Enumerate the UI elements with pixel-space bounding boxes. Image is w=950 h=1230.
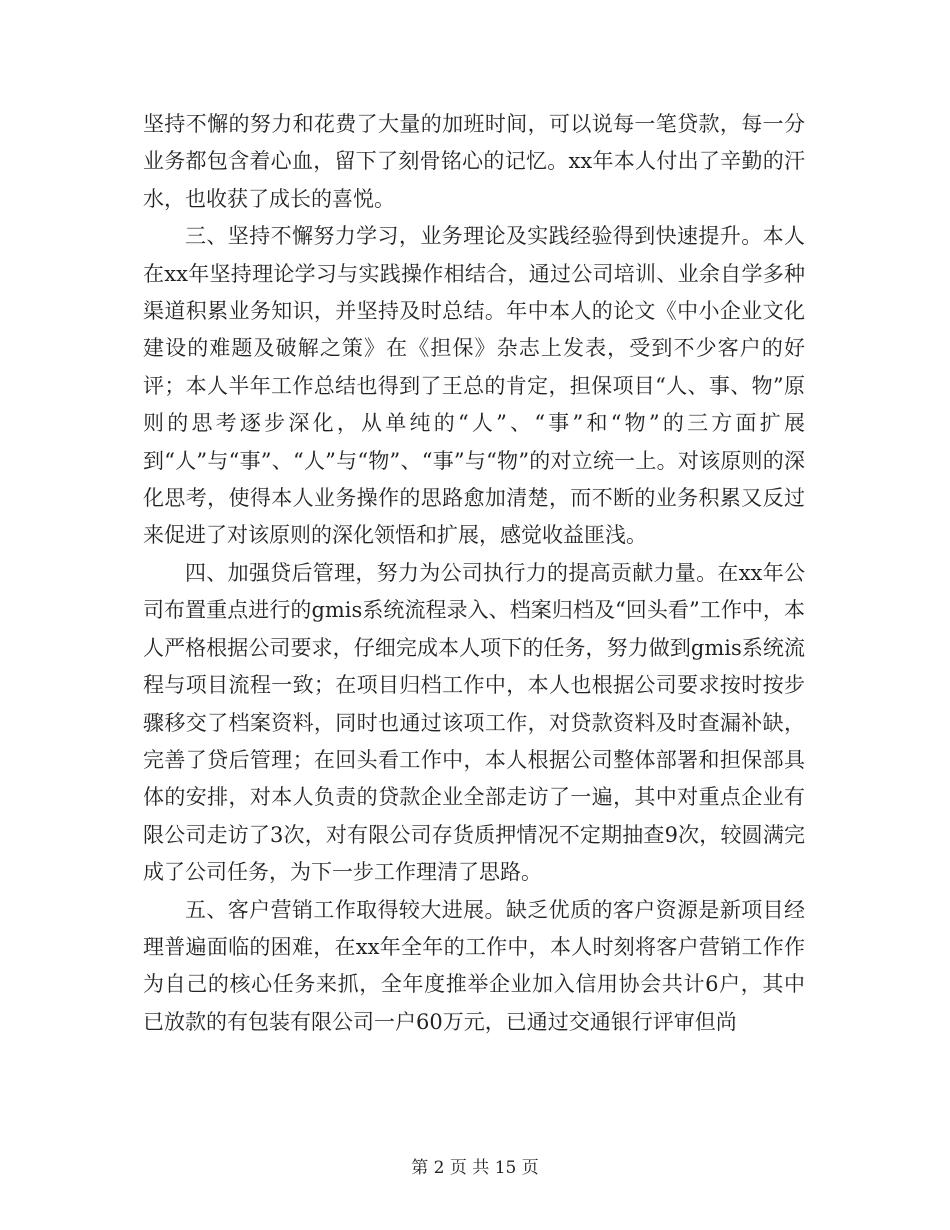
paragraph-section-five: 五、客户营销工作取得较大进展。缺乏优质的客户资源是新项目经理普遍面临的困难，在xx年全年的工作中，本人时刻将客户营销工作作为自己的核心任务来抓，全年度推举企业加入信用协会共计6户，其中已放款的有包装有限公司一户60万元，已通过交通银行评审但尚	[143, 897, 805, 1034]
document-body	[143, 106, 805, 1041]
page-number-footer: 第 2 页 共 15 页	[411, 1158, 539, 1178]
paragraph-continuation: 坚持不懈的努力和花费了大量的加班时间，可以说每一笔贷款，每一分业务都包含着心血，留下了刻骨铭心的记忆。xx年本人付出了辛勤的汗水，也收获了成长的喜悦。	[143, 112, 805, 211]
paragraph-section-four: 四、加强贷后管理，努力为公司执行力的提高贡献力量。在xx年公司布置重点进行的gmis系统流程录入、档案归档及“回头看”工作中，本人严格根据公司要求，仔细完成本人项下的任务，努力做到gmis系统流程与项目流程一致；在项目归档工作中，本人也根据公司要求按时按步骤移交了档案资料，同时也通过该项工作，对贷款资料及时查漏补缺，完善了贷后管理；在回头看工作中，本人根据公司整体部署和担保部具体的安排，对本人负责的贷款企业全部走访了一遍，其中对重点企业有限公司走访了3次，对有限公司存货质押情况不定期抽查9次，较圆满完成了公司任务，为下一步工作理清了思路。	[143, 560, 805, 885]
paragraph-section-three: 三、坚持不懈努力学习，业务理论及实践经验得到快速提升。本人在xx年坚持理论学习与实践操作相结合，通过公司培训、业余自学多种渠道积累业务知识，并坚持及时总结。年中本人的论文《中小企业文化建设的难题及破解之策》在《担保》杂志上发表，受到不少客户的好评；本人半年工作总结也得到了王总的肯定，担保项目“人、事、物”原则的思考逐步深化，从单纯的“人”、“事”和“物”的三方面扩展到“人”与“事”、“人”与“物”、“事”与“物”的对立统一上。对该原则的深化思考，使得本人业务操作的思路愈加清楚，而不断的业务积累又反过来促进了对该原则的深化领悟和扩展，感觉收益匪浅。	[143, 224, 805, 548]
